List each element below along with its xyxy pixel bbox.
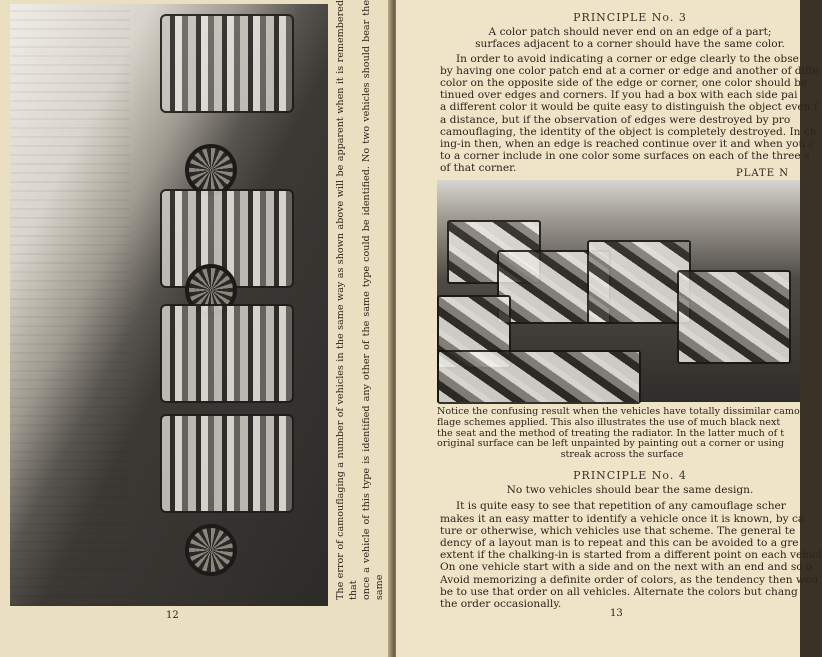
body-line: dency of a layout man is to repeat and this can be avoided to a gre bbox=[440, 537, 799, 550]
vehicles-row-photo bbox=[10, 4, 328, 606]
body-line: ing-in then, when an edge is reached continue over it and when you c bbox=[440, 138, 815, 151]
caption-line: streak across the surface bbox=[560, 449, 684, 461]
principle-3-section bbox=[440, 12, 820, 175]
photo-vehicle bbox=[587, 240, 691, 324]
plate-caption bbox=[437, 407, 807, 461]
body-line: the order occasionally. bbox=[440, 598, 562, 611]
principle-4-section bbox=[440, 470, 820, 610]
page-number-left: 12 bbox=[166, 610, 179, 621]
body-line: a different color it would be quite easy to distinguish the object even f bbox=[440, 101, 818, 114]
principle-3-heading: PRINCIPLE No. 3 bbox=[573, 11, 687, 24]
body-line: ture or otherwise, which vehicles use that scheme. The general te bbox=[440, 524, 796, 537]
page-number-right: 13 bbox=[610, 608, 623, 619]
photo-vehicle bbox=[160, 304, 294, 403]
body-line: to a corner include in one color some surfaces on each of the three s bbox=[440, 150, 810, 163]
body-line: a distance, but if the observation of edges were destroyed by pro bbox=[440, 113, 791, 126]
body-line: of that corner. bbox=[440, 162, 517, 175]
caption-line: flage schemes applied. This also illustrates the use of much black next bbox=[437, 416, 781, 428]
body-line: In order to avoid indicating a corner or edge clearly to the obse bbox=[456, 52, 799, 65]
photo-vehicle bbox=[160, 414, 294, 513]
body-line: tinued over edges and corners. If you had a box with each side pai bbox=[440, 89, 798, 102]
body-line: color on the opposite side of the edge or corner, one color should be bbox=[440, 77, 808, 90]
caption-line: Notice the confusing result when the vehicles have totally dissimilar camo bbox=[437, 406, 800, 417]
photo-wheel bbox=[185, 524, 237, 576]
body-line: camouflaging, the identity of the object is completely destroyed. In ch bbox=[440, 125, 817, 138]
principle-3-subheading-line: surfaces adjacent to a corner should have the same color. bbox=[475, 38, 785, 51]
body-line: makes it an easy matter to identify a vehicle once it is known, by ca bbox=[440, 512, 805, 525]
right-page bbox=[396, 0, 822, 657]
caption-line: the seat and the method of treating the radiator. In the latter much of t bbox=[437, 427, 785, 439]
body-line: It is quite easy to see that repetition of any camouflage scher bbox=[456, 500, 786, 513]
principle-4-subheading: No two vehicles should bear the same design. bbox=[506, 484, 754, 497]
plate-photo bbox=[437, 180, 800, 402]
photo-vehicle bbox=[437, 350, 641, 404]
body-line: Avoid memorizing a definite order of colors, as the tendency then wou bbox=[440, 573, 819, 586]
body-line: by having one color patch end at a corner or edge and another of diffe bbox=[440, 64, 819, 77]
caption-line: original surface can be left unpainted by painting out a corner or using bbox=[437, 438, 785, 450]
principle-3-subheading-line: A color patch should never end on an edge of a part; bbox=[488, 26, 772, 39]
left-page bbox=[0, 0, 392, 657]
photo-vehicle bbox=[677, 270, 791, 364]
plate-label: PLATE N bbox=[736, 168, 789, 179]
principle-4-heading: PRINCIPLE No. 4 bbox=[573, 469, 687, 482]
photo-vehicle bbox=[160, 14, 294, 113]
body-line: On one vehicle start with a side and on the next with an end and so o bbox=[440, 561, 813, 574]
caption-line: The error of camouflaging a number of vehicles in the same way as shown above will be apparent when it is remembered that bbox=[335, 0, 359, 600]
body-line: extent if the chalking-in is started from a different point on each vehicl bbox=[440, 549, 822, 562]
body-line: be to use that order on all vehicles. Alternate the colors but chang bbox=[440, 585, 798, 598]
photo-wall-texture bbox=[10, 4, 130, 606]
caption-line: once a vehicle of this type is identified any other of the same type could be identified. No two vehicles should bear the same bbox=[361, 0, 385, 600]
